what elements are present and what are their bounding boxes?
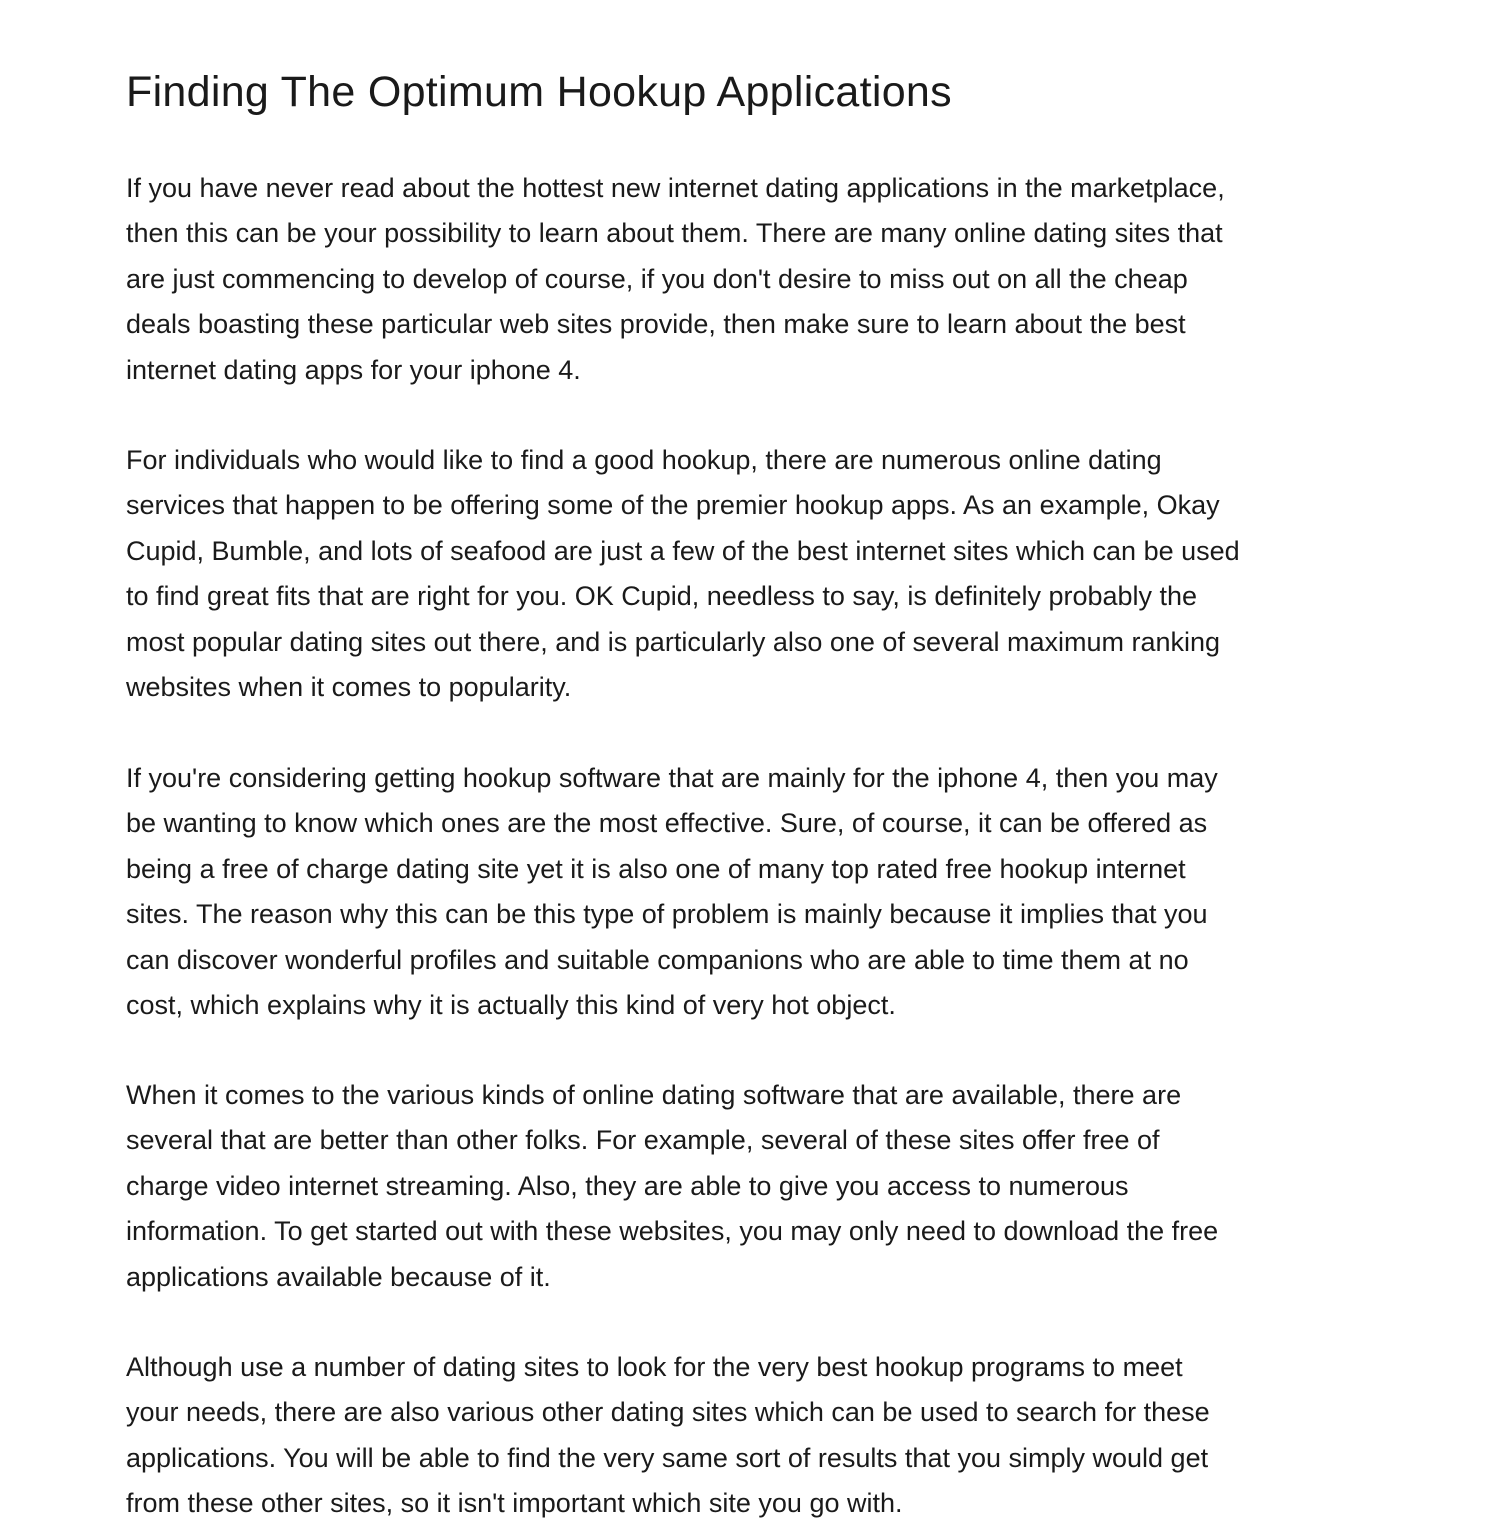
paragraph-other-sites: Although use a number of dating sites to look for the very best hookup programs to meet your needs, there are also various other dating sites which can be used to search for these applications. You will be able to find the very same sort of results that you simply would get from these other sites, so it isn't important which site you go with. (126, 1352, 1210, 1519)
paragraph-software-kinds: When it comes to the various kinds of online dating software that are available, there are several that are better than other folks. For example, several of these sites offer free of charge video internet streaming. Also, they are able to give you access to numerous information. To get started out with these websites, you may only need to download the free applications available because of it. (126, 1080, 1219, 1292)
paragraph-popular-apps: For individuals who would like to find a good hookup, there are numerous online dating services that happen to be offering some of the premier hookup apps. As an example, Okay Cupid, Bumble, and lots of seafood are just a few of the best internet sites which can be used to find great fits that are right for you. OK Cupid, needless to say, is definitely probably the most popular dating sites out there, and is particularly also one of several maximum ranking websites when it comes to popularity. (126, 445, 1240, 703)
paragraph-intro: If you have never read about the hottest new internet dating applications in the marketplace, then this can be your possibility to learn about them. There are many online dating sites that are just commencing to develop of course, if you don't desire to miss out on all the cheap deals boasting these particular web sites provide, then make sure to learn about the best internet dating apps for your iphone 4. (126, 173, 1225, 385)
page-title: Finding The Optimum Hookup Applications (126, 68, 952, 116)
paragraph-iphone-apps: If you're considering getting hookup software that are mainly for the iphone 4, then you may be wanting to know which ones are the most effective. Sure, of course, it can be offered as being a free of charge dating site yet it is also one of many top rated free hookup internet sites. The reason why this can be this type of problem is mainly because it implies that you can discover wonderful profiles and suitable companions who are able to time them at no cost, which explains why it is actually this kind of very hot object. (126, 763, 1218, 1021)
